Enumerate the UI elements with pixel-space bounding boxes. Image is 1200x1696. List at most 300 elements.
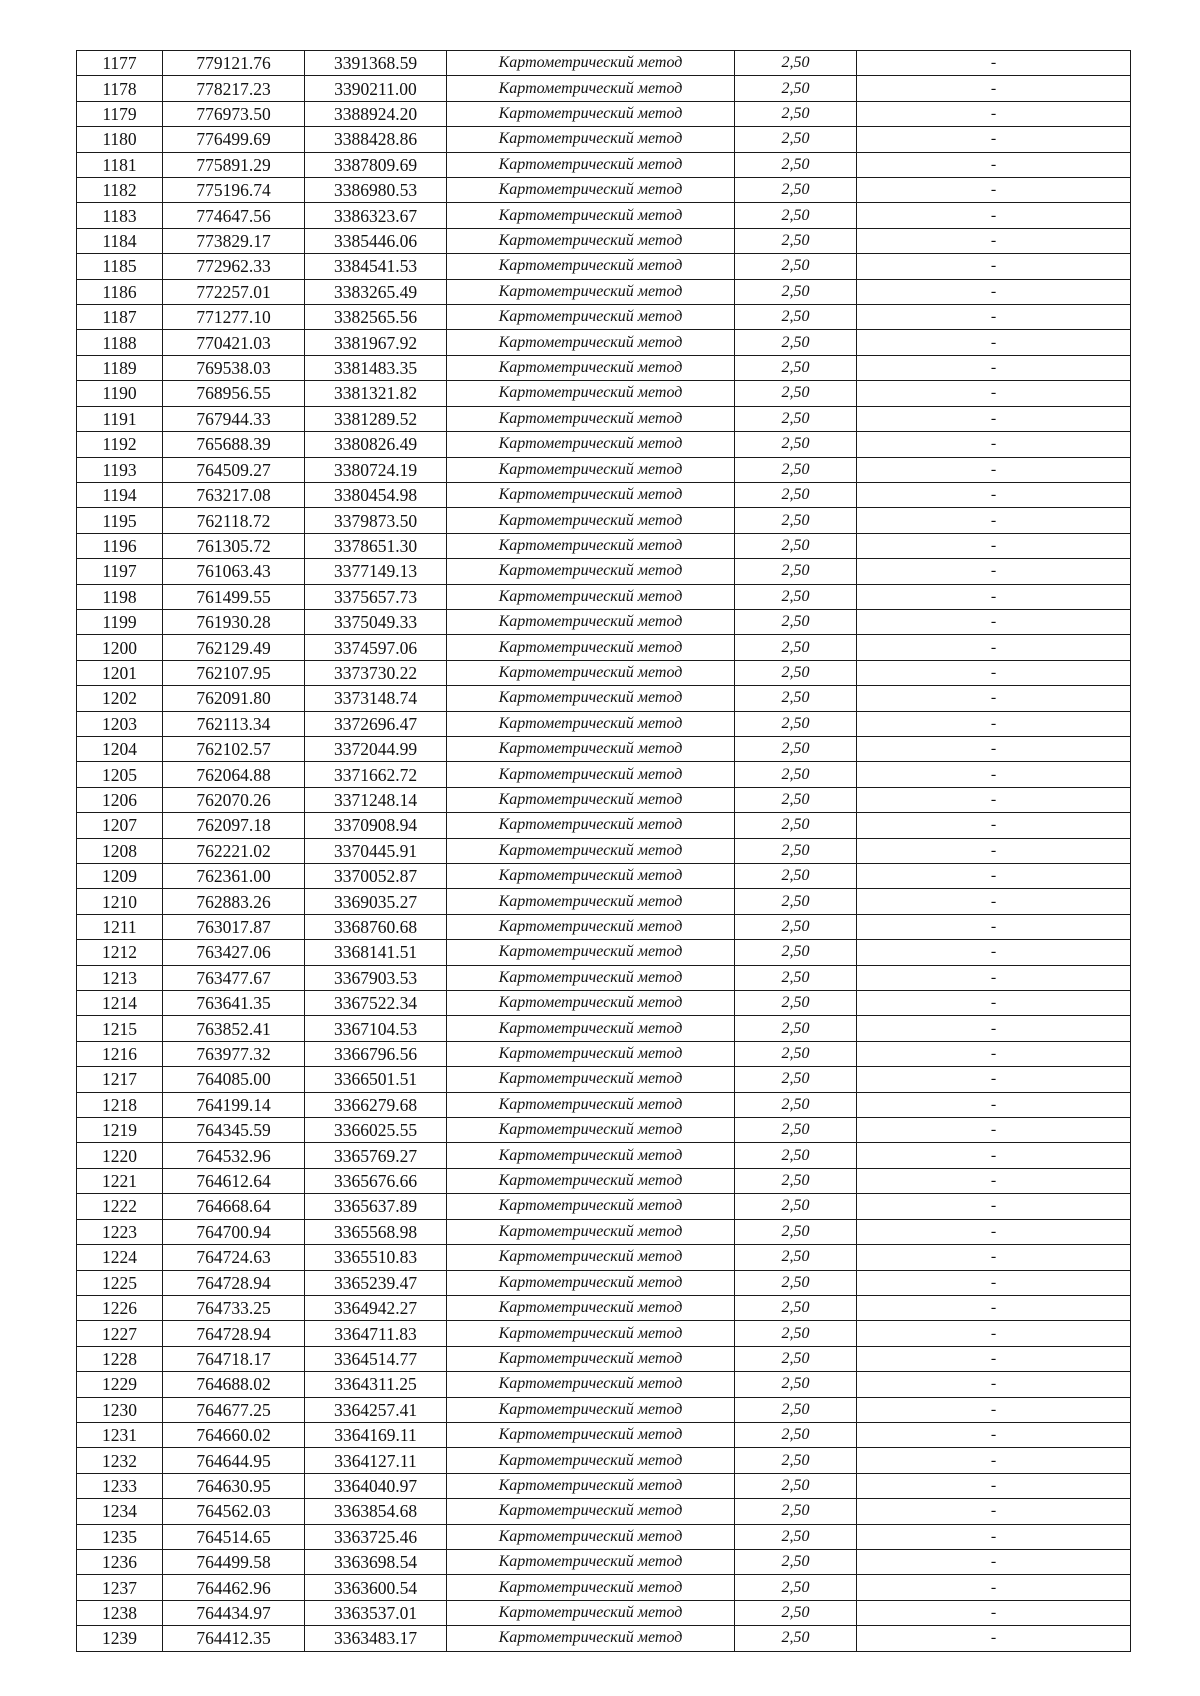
note-cell: - (857, 76, 1131, 101)
y-coordinate-cell: 3364257.41 (305, 1397, 447, 1422)
table-row (77, 533, 1131, 558)
y-coordinate-cell: 3375657.73 (305, 584, 447, 609)
point-number-cell: 1202 (77, 686, 163, 711)
table-row (77, 559, 1131, 584)
note-cell: - (857, 1219, 1131, 1244)
accuracy-cell: 2,50 (735, 51, 857, 76)
x-coordinate-cell: 762883.26 (163, 889, 305, 914)
x-coordinate-cell: 764660.02 (163, 1422, 305, 1447)
point-number-cell: 1193 (77, 457, 163, 482)
note-cell: - (857, 330, 1131, 355)
y-coordinate-cell: 3380724.19 (305, 457, 447, 482)
note-cell: - (857, 787, 1131, 812)
method-cell: Картометрический метод (447, 1372, 735, 1397)
note-cell: - (857, 457, 1131, 482)
y-coordinate-cell: 3386323.67 (305, 203, 447, 228)
method-cell: Картометрический метод (447, 762, 735, 787)
note-cell: - (857, 508, 1131, 533)
accuracy-cell: 2,50 (735, 584, 857, 609)
accuracy-cell: 2,50 (735, 330, 857, 355)
x-coordinate-cell: 764085.00 (163, 1067, 305, 1092)
y-coordinate-cell: 3368141.51 (305, 940, 447, 965)
note-cell: - (857, 940, 1131, 965)
y-coordinate-cell: 3377149.13 (305, 559, 447, 584)
point-number-cell: 1199 (77, 609, 163, 634)
x-coordinate-cell: 764562.03 (163, 1499, 305, 1524)
point-number-cell: 1221 (77, 1168, 163, 1193)
point-number-cell: 1227 (77, 1321, 163, 1346)
x-coordinate-cell: 761063.43 (163, 559, 305, 584)
table-row (77, 1219, 1131, 1244)
note-cell: - (857, 152, 1131, 177)
y-coordinate-cell: 3364711.83 (305, 1321, 447, 1346)
y-coordinate-cell: 3365510.83 (305, 1245, 447, 1270)
note-cell: - (857, 1397, 1131, 1422)
point-number-cell: 1235 (77, 1524, 163, 1549)
point-number-cell: 1197 (77, 559, 163, 584)
y-coordinate-cell: 3366025.55 (305, 1118, 447, 1143)
y-coordinate-cell: 3384541.53 (305, 254, 447, 279)
accuracy-cell: 2,50 (735, 965, 857, 990)
point-number-cell: 1217 (77, 1067, 163, 1092)
note-cell: - (857, 203, 1131, 228)
note-cell: - (857, 1118, 1131, 1143)
note-cell: - (857, 1092, 1131, 1117)
table-row (77, 1143, 1131, 1168)
accuracy-cell: 2,50 (735, 76, 857, 101)
method-cell: Картометрический метод (447, 584, 735, 609)
note-cell: - (857, 559, 1131, 584)
accuracy-cell: 2,50 (735, 1219, 857, 1244)
accuracy-cell: 2,50 (735, 228, 857, 253)
accuracy-cell: 2,50 (735, 1524, 857, 1549)
note-cell: - (857, 1499, 1131, 1524)
note-cell: - (857, 1168, 1131, 1193)
y-coordinate-cell: 3363698.54 (305, 1549, 447, 1574)
x-coordinate-cell: 764700.94 (163, 1219, 305, 1244)
method-cell: Картометрический метод (447, 914, 735, 939)
y-coordinate-cell: 3386980.53 (305, 178, 447, 203)
point-number-cell: 1187 (77, 305, 163, 330)
x-coordinate-cell: 764612.64 (163, 1168, 305, 1193)
table-row (77, 254, 1131, 279)
table-row (77, 508, 1131, 533)
y-coordinate-cell: 3381321.82 (305, 381, 447, 406)
y-coordinate-cell: 3363725.46 (305, 1524, 447, 1549)
table-row (77, 736, 1131, 761)
x-coordinate-cell: 763217.08 (163, 482, 305, 507)
y-coordinate-cell: 3380454.98 (305, 482, 447, 507)
accuracy-cell: 2,50 (735, 1499, 857, 1524)
y-coordinate-cell: 3363483.17 (305, 1626, 447, 1651)
point-number-cell: 1208 (77, 838, 163, 863)
point-number-cell: 1205 (77, 762, 163, 787)
note-cell: - (857, 228, 1131, 253)
x-coordinate-cell: 762113.34 (163, 711, 305, 736)
note-cell: - (857, 1600, 1131, 1625)
note-cell: - (857, 711, 1131, 736)
accuracy-cell: 2,50 (735, 1448, 857, 1473)
method-cell: Картометрический метод (447, 1219, 735, 1244)
method-cell: Картометрический метод (447, 127, 735, 152)
method-cell: Картометрический метод (447, 1397, 735, 1422)
method-cell: Картометрический метод (447, 254, 735, 279)
table-row (77, 1041, 1131, 1066)
table-row (77, 991, 1131, 1016)
note-cell: - (857, 1041, 1131, 1066)
table-row (77, 1422, 1131, 1447)
table-row (77, 711, 1131, 736)
method-cell: Картометрический метод (447, 1626, 735, 1651)
method-cell: Картометрический метод (447, 559, 735, 584)
point-number-cell: 1191 (77, 406, 163, 431)
point-number-cell: 1195 (77, 508, 163, 533)
table-row (77, 813, 1131, 838)
point-number-cell: 1200 (77, 635, 163, 660)
method-cell: Картометрический метод (447, 508, 735, 533)
x-coordinate-cell: 762118.72 (163, 508, 305, 533)
accuracy-cell: 2,50 (735, 203, 857, 228)
table-row (77, 305, 1131, 330)
method-cell: Картометрический метод (447, 965, 735, 990)
y-coordinate-cell: 3390211.00 (305, 76, 447, 101)
accuracy-cell: 2,50 (735, 1067, 857, 1092)
y-coordinate-cell: 3366796.56 (305, 1041, 447, 1066)
accuracy-cell: 2,50 (735, 1397, 857, 1422)
x-coordinate-cell: 764718.17 (163, 1346, 305, 1371)
y-coordinate-cell: 3369035.27 (305, 889, 447, 914)
note-cell: - (857, 51, 1131, 76)
point-number-cell: 1194 (77, 482, 163, 507)
x-coordinate-cell: 763977.32 (163, 1041, 305, 1066)
method-cell: Картометрический метод (447, 1194, 735, 1219)
accuracy-cell: 2,50 (735, 355, 857, 380)
method-cell: Картометрический метод (447, 76, 735, 101)
table-row (77, 355, 1131, 380)
accuracy-cell: 2,50 (735, 559, 857, 584)
x-coordinate-cell: 764688.02 (163, 1372, 305, 1397)
accuracy-cell: 2,50 (735, 482, 857, 507)
table-row (77, 914, 1131, 939)
table-row (77, 1549, 1131, 1574)
note-cell: - (857, 1346, 1131, 1371)
point-number-cell: 1214 (77, 991, 163, 1016)
x-coordinate-cell: 761305.72 (163, 533, 305, 558)
y-coordinate-cell: 3370908.94 (305, 813, 447, 838)
table-row (77, 127, 1131, 152)
table-row (77, 889, 1131, 914)
y-coordinate-cell: 3388428.86 (305, 127, 447, 152)
accuracy-cell: 2,50 (735, 635, 857, 660)
y-coordinate-cell: 3365568.98 (305, 1219, 447, 1244)
note-cell: - (857, 533, 1131, 558)
table-row (77, 660, 1131, 685)
method-cell: Картометрический метод (447, 864, 735, 889)
point-number-cell: 1188 (77, 330, 163, 355)
method-cell: Картометрический метод (447, 1422, 735, 1447)
method-cell: Картометрический метод (447, 813, 735, 838)
point-number-cell: 1237 (77, 1575, 163, 1600)
y-coordinate-cell: 3388924.20 (305, 101, 447, 126)
note-cell: - (857, 1143, 1131, 1168)
point-number-cell: 1234 (77, 1499, 163, 1524)
x-coordinate-cell: 762064.88 (163, 762, 305, 787)
table-row (77, 432, 1131, 457)
accuracy-cell: 2,50 (735, 381, 857, 406)
x-coordinate-cell: 761930.28 (163, 609, 305, 634)
point-number-cell: 1219 (77, 1118, 163, 1143)
point-number-cell: 1233 (77, 1473, 163, 1498)
accuracy-cell: 2,50 (735, 1143, 857, 1168)
accuracy-cell: 2,50 (735, 1346, 857, 1371)
method-cell: Картометрический метод (447, 51, 735, 76)
table-row (77, 965, 1131, 990)
coordinates-table-body (77, 51, 1131, 1652)
note-cell: - (857, 914, 1131, 939)
accuracy-cell: 2,50 (735, 305, 857, 330)
point-number-cell: 1179 (77, 101, 163, 126)
method-cell: Картометрический метод (447, 1473, 735, 1498)
y-coordinate-cell: 3381289.52 (305, 406, 447, 431)
accuracy-cell: 2,50 (735, 1422, 857, 1447)
note-cell: - (857, 660, 1131, 685)
note-cell: - (857, 1245, 1131, 1270)
point-number-cell: 1185 (77, 254, 163, 279)
table-row (77, 1372, 1131, 1397)
x-coordinate-cell: 764677.25 (163, 1397, 305, 1422)
y-coordinate-cell: 3366279.68 (305, 1092, 447, 1117)
table-row (77, 482, 1131, 507)
y-coordinate-cell: 3374597.06 (305, 635, 447, 660)
table-row (77, 203, 1131, 228)
table-row (77, 838, 1131, 863)
table-row (77, 1524, 1131, 1549)
method-cell: Картометрический метод (447, 787, 735, 812)
x-coordinate-cell: 764462.96 (163, 1575, 305, 1600)
x-coordinate-cell: 764412.35 (163, 1626, 305, 1651)
table-row (77, 1626, 1131, 1651)
x-coordinate-cell: 763852.41 (163, 1016, 305, 1041)
x-coordinate-cell: 764728.94 (163, 1321, 305, 1346)
point-number-cell: 1238 (77, 1600, 163, 1625)
x-coordinate-cell: 779121.76 (163, 51, 305, 76)
method-cell: Картометрический метод (447, 279, 735, 304)
point-number-cell: 1222 (77, 1194, 163, 1219)
coordinates-table (76, 50, 1131, 1652)
note-cell: - (857, 762, 1131, 787)
table-row (77, 51, 1131, 76)
accuracy-cell: 2,50 (735, 1016, 857, 1041)
accuracy-cell: 2,50 (735, 152, 857, 177)
note-cell: - (857, 864, 1131, 889)
accuracy-cell: 2,50 (735, 864, 857, 889)
note-cell: - (857, 1270, 1131, 1295)
method-cell: Картометрический метод (447, 609, 735, 634)
accuracy-cell: 2,50 (735, 686, 857, 711)
method-cell: Картометрический метод (447, 533, 735, 558)
method-cell: Картометрический метод (447, 1245, 735, 1270)
accuracy-cell: 2,50 (735, 101, 857, 126)
point-number-cell: 1178 (77, 76, 163, 101)
method-cell: Картометрический метод (447, 660, 735, 685)
y-coordinate-cell: 3367522.34 (305, 991, 447, 1016)
y-coordinate-cell: 3366501.51 (305, 1067, 447, 1092)
point-number-cell: 1206 (77, 787, 163, 812)
point-number-cell: 1218 (77, 1092, 163, 1117)
x-coordinate-cell: 764728.94 (163, 1270, 305, 1295)
y-coordinate-cell: 3364040.97 (305, 1473, 447, 1498)
method-cell: Картометрический метод (447, 1168, 735, 1193)
method-cell: Картометрический метод (447, 1041, 735, 1066)
method-cell: Картометрический метод (447, 381, 735, 406)
x-coordinate-cell: 764644.95 (163, 1448, 305, 1473)
accuracy-cell: 2,50 (735, 1245, 857, 1270)
point-number-cell: 1177 (77, 51, 163, 76)
point-number-cell: 1204 (77, 736, 163, 761)
note-cell: - (857, 1524, 1131, 1549)
accuracy-cell: 2,50 (735, 178, 857, 203)
y-coordinate-cell: 3381483.35 (305, 355, 447, 380)
x-coordinate-cell: 769538.03 (163, 355, 305, 380)
table-row (77, 1600, 1131, 1625)
method-cell: Картометрический метод (447, 1295, 735, 1320)
note-cell: - (857, 1422, 1131, 1447)
table-row (77, 1168, 1131, 1193)
table-row (77, 381, 1131, 406)
point-number-cell: 1213 (77, 965, 163, 990)
accuracy-cell: 2,50 (735, 660, 857, 685)
method-cell: Картометрический метод (447, 1549, 735, 1574)
method-cell: Картометрический метод (447, 736, 735, 761)
x-coordinate-cell: 764509.27 (163, 457, 305, 482)
y-coordinate-cell: 3364127.11 (305, 1448, 447, 1473)
x-coordinate-cell: 776499.69 (163, 127, 305, 152)
note-cell: - (857, 813, 1131, 838)
y-coordinate-cell: 3365239.47 (305, 1270, 447, 1295)
accuracy-cell: 2,50 (735, 1473, 857, 1498)
x-coordinate-cell: 765688.39 (163, 432, 305, 457)
accuracy-cell: 2,50 (735, 736, 857, 761)
point-number-cell: 1223 (77, 1219, 163, 1244)
y-coordinate-cell: 3378651.30 (305, 533, 447, 558)
note-cell: - (857, 1473, 1131, 1498)
accuracy-cell: 2,50 (735, 457, 857, 482)
x-coordinate-cell: 764514.65 (163, 1524, 305, 1549)
x-coordinate-cell: 768956.55 (163, 381, 305, 406)
y-coordinate-cell: 3380826.49 (305, 432, 447, 457)
point-number-cell: 1228 (77, 1346, 163, 1371)
note-cell: - (857, 1549, 1131, 1574)
point-number-cell: 1198 (77, 584, 163, 609)
note-cell: - (857, 609, 1131, 634)
accuracy-cell: 2,50 (735, 1295, 857, 1320)
table-row (77, 1118, 1131, 1143)
note-cell: - (857, 482, 1131, 507)
table-row (77, 406, 1131, 431)
y-coordinate-cell: 3365637.89 (305, 1194, 447, 1219)
x-coordinate-cell: 761499.55 (163, 584, 305, 609)
x-coordinate-cell: 762361.00 (163, 864, 305, 889)
y-coordinate-cell: 3373730.22 (305, 660, 447, 685)
accuracy-cell: 2,50 (735, 432, 857, 457)
x-coordinate-cell: 763477.67 (163, 965, 305, 990)
point-number-cell: 1232 (77, 1448, 163, 1473)
accuracy-cell: 2,50 (735, 609, 857, 634)
table-row (77, 330, 1131, 355)
x-coordinate-cell: 774647.56 (163, 203, 305, 228)
point-number-cell: 1186 (77, 279, 163, 304)
accuracy-cell: 2,50 (735, 838, 857, 863)
x-coordinate-cell: 764434.97 (163, 1600, 305, 1625)
point-number-cell: 1224 (77, 1245, 163, 1270)
table-row (77, 787, 1131, 812)
y-coordinate-cell: 3372044.99 (305, 736, 447, 761)
x-coordinate-cell: 763427.06 (163, 940, 305, 965)
table-row (77, 1397, 1131, 1422)
table-row (77, 1321, 1131, 1346)
accuracy-cell: 2,50 (735, 813, 857, 838)
point-number-cell: 1226 (77, 1295, 163, 1320)
note-cell: - (857, 686, 1131, 711)
note-cell: - (857, 584, 1131, 609)
y-coordinate-cell: 3367903.53 (305, 965, 447, 990)
method-cell: Картометрический метод (447, 1067, 735, 1092)
accuracy-cell: 2,50 (735, 1372, 857, 1397)
note-cell: - (857, 635, 1131, 660)
table-row (77, 1194, 1131, 1219)
note-cell: - (857, 838, 1131, 863)
x-coordinate-cell: 776973.50 (163, 101, 305, 126)
x-coordinate-cell: 764499.58 (163, 1549, 305, 1574)
accuracy-cell: 2,50 (735, 1626, 857, 1651)
table-row (77, 609, 1131, 634)
table-row (77, 584, 1131, 609)
method-cell: Картометрический метод (447, 482, 735, 507)
note-cell: - (857, 305, 1131, 330)
point-number-cell: 1184 (77, 228, 163, 253)
x-coordinate-cell: 772257.01 (163, 279, 305, 304)
x-coordinate-cell: 775891.29 (163, 152, 305, 177)
x-coordinate-cell: 764630.95 (163, 1473, 305, 1498)
y-coordinate-cell: 3379873.50 (305, 508, 447, 533)
method-cell: Картометрический метод (447, 203, 735, 228)
table-row (77, 1448, 1131, 1473)
x-coordinate-cell: 764733.25 (163, 1295, 305, 1320)
table-row (77, 686, 1131, 711)
point-number-cell: 1203 (77, 711, 163, 736)
accuracy-cell: 2,50 (735, 940, 857, 965)
point-number-cell: 1231 (77, 1422, 163, 1447)
y-coordinate-cell: 3365676.66 (305, 1168, 447, 1193)
accuracy-cell: 2,50 (735, 254, 857, 279)
note-cell: - (857, 381, 1131, 406)
x-coordinate-cell: 771277.10 (163, 305, 305, 330)
x-coordinate-cell: 764345.59 (163, 1118, 305, 1143)
accuracy-cell: 2,50 (735, 508, 857, 533)
method-cell: Картометрический метод (447, 1143, 735, 1168)
note-cell: - (857, 1575, 1131, 1600)
point-number-cell: 1210 (77, 889, 163, 914)
point-number-cell: 1190 (77, 381, 163, 406)
accuracy-cell: 2,50 (735, 1549, 857, 1574)
point-number-cell: 1183 (77, 203, 163, 228)
note-cell: - (857, 991, 1131, 1016)
method-cell: Картометрический метод (447, 152, 735, 177)
accuracy-cell: 2,50 (735, 787, 857, 812)
x-coordinate-cell: 762102.57 (163, 736, 305, 761)
y-coordinate-cell: 3367104.53 (305, 1016, 447, 1041)
point-number-cell: 1201 (77, 660, 163, 685)
